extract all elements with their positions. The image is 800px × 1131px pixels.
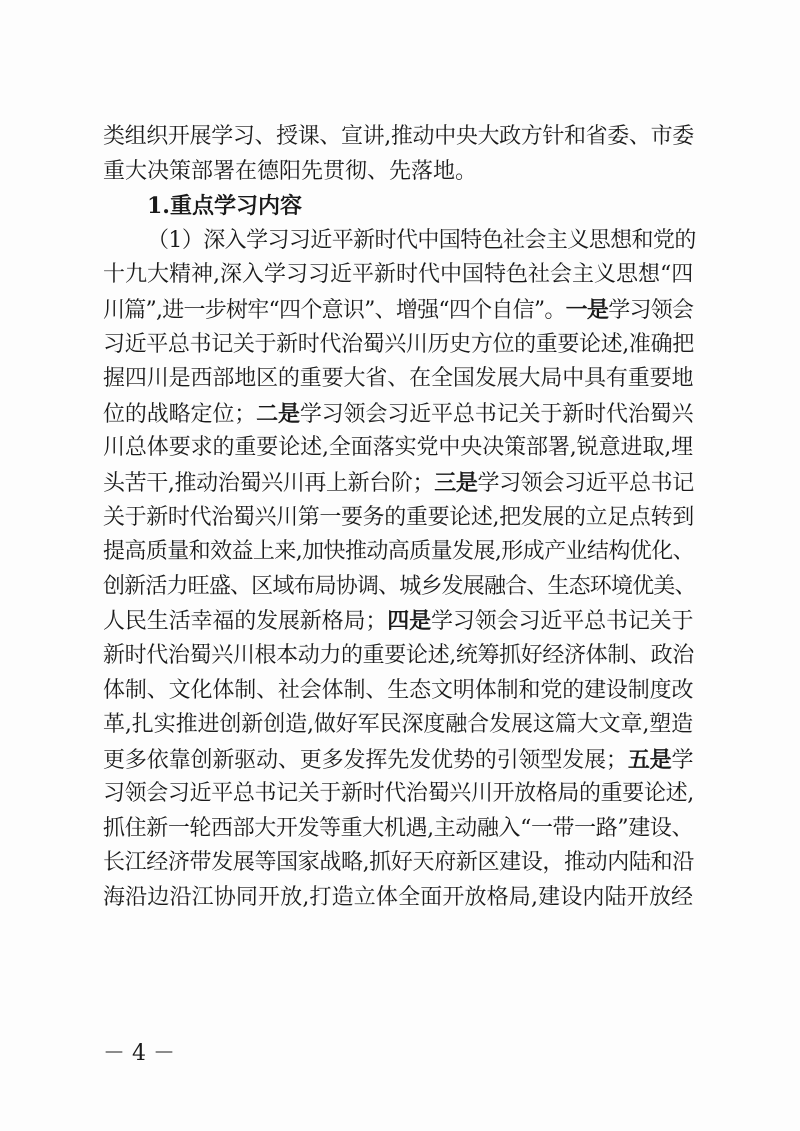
paragraph-line: 川篇”,进一步树牢“四个意识”、增强“四个自信”。一是学习领会 — [103, 296, 694, 323]
document-body — [103, 120, 696, 916]
paragraph-line: 头苦干,推动治蜀兴川再上新台阶；三是学习领会习近平总书记 — [103, 469, 694, 496]
emphasis-marker: 三是 — [434, 469, 478, 496]
paragraph-line: 提高质量和效益上来,加快推动高质量发展,形成产业结构优化、 — [103, 539, 694, 565]
paragraph-line: 川总体要求的重要论述,全面落实党中央决策部署,锐意进取,埋 — [103, 435, 694, 461]
paragraph-line: 握四川是西部地区的重要大省、在全国发展大局中具有重要地 — [103, 366, 694, 392]
emphasis-marker: 四是 — [387, 608, 432, 635]
paragraph-line: 位的战略定位；二是学习领会习近平总书记关于新时代治蜀兴 — [103, 400, 694, 427]
paragraph-line: 新时代治蜀兴川根本动力的重要论述,统筹抓好经济体制、政治 — [103, 642, 694, 668]
paragraph-line: 创新活力旺盛、区域布局协调、城乡发展融合、生态环境优美、 — [103, 573, 696, 599]
paragraph-1 — [103, 224, 696, 916]
paragraph-line: （1）深入学习习近平新时代中国特色社会主义思想和党的 — [147, 227, 696, 253]
paragraph-line: 抓住新一轮西部大开发等重大机遇,主动融入“一带一路”建设、 — [103, 815, 694, 841]
emphasis-marker: 二是 — [256, 400, 300, 427]
paragraph-line: 长江经济带发展等国家战略,抓好天府新区建设，推动内陆和沿 — [103, 850, 694, 876]
section-heading: 1.重点学习内容 — [147, 193, 302, 220]
paragraph-line: 更多依靠创新驱动、更多发挥先发优势的引领型发展；五是学 — [103, 746, 694, 773]
emphasis-marker: 五是 — [627, 746, 672, 773]
intro-line-1: 类组织开展学习、授课、宣讲,推动中央大政方针和省委、市委 — [103, 124, 694, 149]
paragraph-line: 十九大精神,深入学习习近平新时代中国特色社会主义思想“四 — [103, 262, 694, 288]
paragraph-line: 革,扎实推进创新创造,做好军民深度融合发展这篇大文章,塑造 — [103, 712, 694, 738]
page-number: － 4 － — [103, 1041, 175, 1066]
paragraph-line: 习领会习近平总书记关于新时代治蜀兴川开放格局的重要论述, — [103, 781, 694, 807]
paragraph-line: 习近平总书记关于新时代治蜀兴川历史方位的重要论述,准确把 — [103, 331, 694, 357]
paragraph-line: 体制、文化体制、社会体制、生态文明体制和党的建设制度改 — [103, 677, 694, 703]
paragraph-line: 关于新时代治蜀兴川第一要务的重要论述,把发展的立足点转到 — [103, 504, 694, 530]
paragraph-line: 人民生活幸福的发展新格局；四是学习领会习近平总书记关于 — [103, 608, 694, 635]
emphasis-marker: 一是 — [565, 296, 609, 323]
paragraph-line: 海沿边沿江协同开放,打造立体全面开放格局,建设内陆开放经 — [103, 885, 693, 911]
intro-line-2: 重大决策部署在德阳先贯彻、先落地。 — [103, 158, 478, 184]
